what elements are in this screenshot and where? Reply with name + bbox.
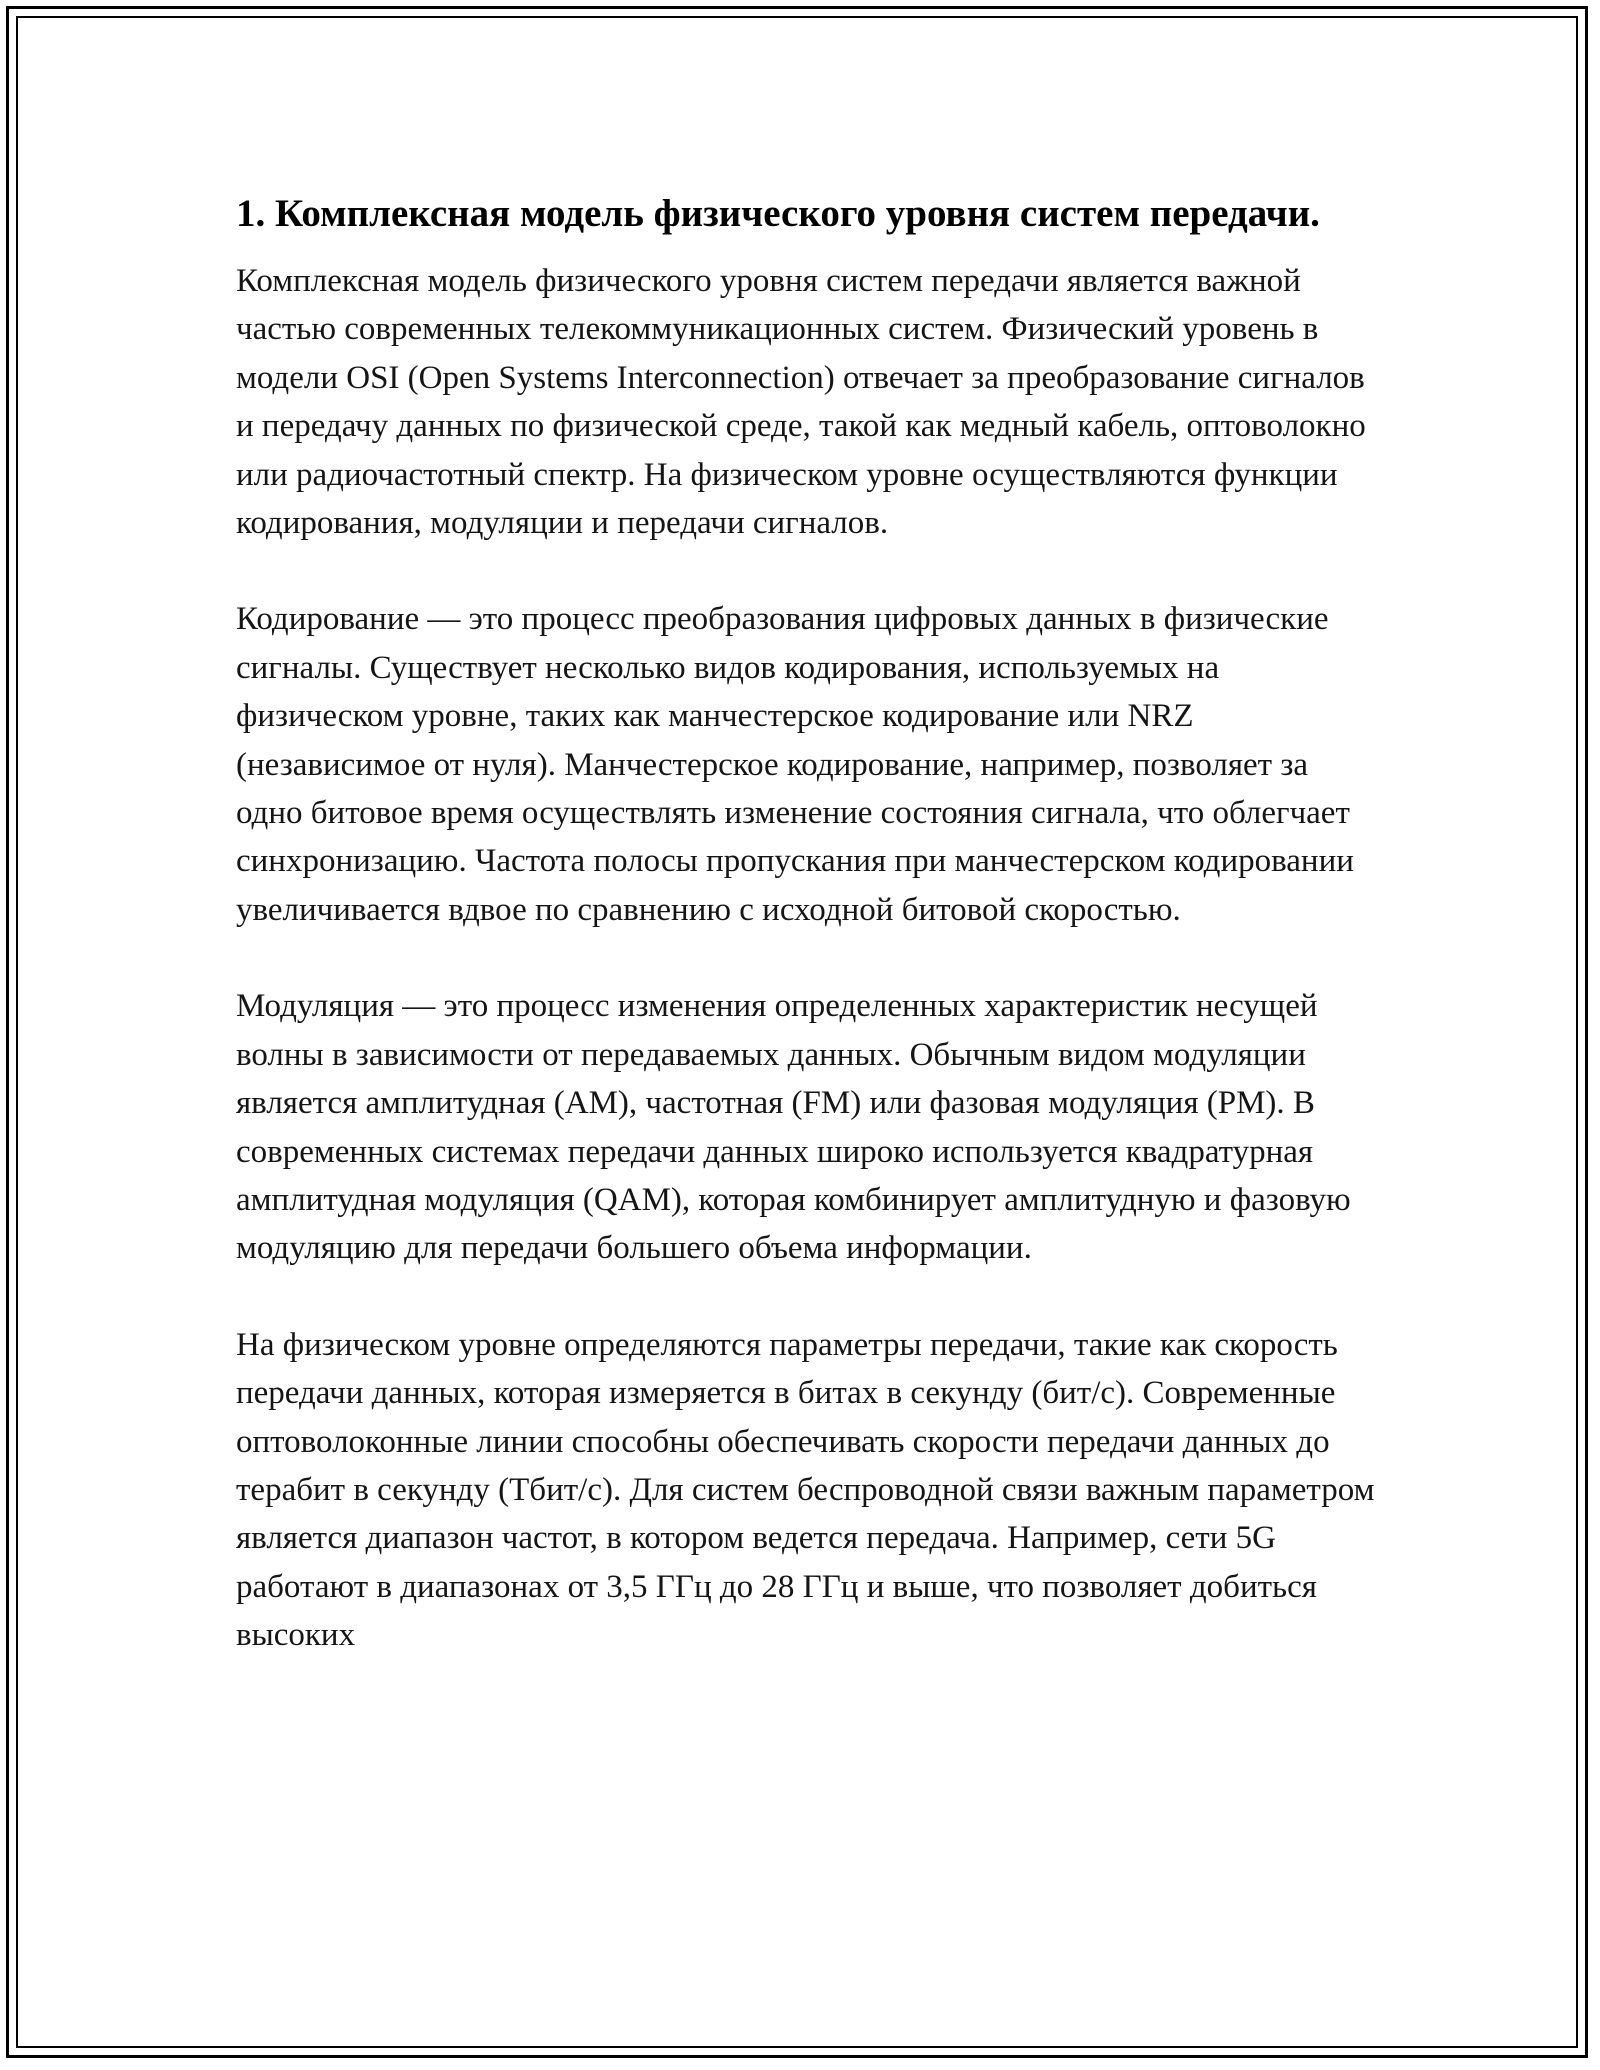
paragraph-intro: Комплексная модель физического уровня систем передачи является важной частью современных телекоммуникационных систем. Физический уровень в модели OSI (Open Systems Interconnection) отвечает за преобразование сигналов и передачу данных по физической среде, такой как медный кабель, оптоволокно или радиочастотный спектр. На физическом уровне осуществляются функции кодирования, модуляции и передачи сигналов. <box>236 263 1366 542</box>
paragraph-coding: Кодирование — это процесс преобразования цифровых данных в физические сигналы. Существует несколько видов кодирования, используемых на физическом уровне, таких как манчестерское кодирование или NRZ (независимое от нуля). Манчестерское кодирование, например, позволяет за одно битовое время осуществлять изменение состояния сигнала, что облегчает синхронизацию. Частота полосы пропускания при манчестерском кодировании увеличивается вдвое по сравнению с исходной битовой скоростью. <box>236 601 1354 928</box>
paragraph-modulation: Модуляция — это процесс изменения определенных характеристик несущей волны в зависимости от передаваемых данных. Обычным видом модуляции является амплитудная (AM), частотная (FM) или фазовая модуляция (PM). В современных системах передачи данных широко используется квадратурная амплитудная модуляция (QAM), которая комбинирует амплитудную и фазовую модуляцию для передачи большего объема информации. <box>236 988 1351 1267</box>
section-title: 1. Комплексная модель физического уровня систем передачи. <box>236 192 1320 235</box>
document-body <box>236 185 1376 1708</box>
paragraph-transmission-parameters: На физическом уровне определяются параметры передачи, такие как скорость передачи данных, которая измеряется в битах в секунду (бит/с). Современные оптоволоконные линии способны обеспечивать скорости передачи данных до терабит в секунду (Тбит/с). Для систем беспроводной связи важным параметром является диапазон частот, в котором ведется передача. Например, сети 5G работают в диапазонах от 3,5 ГГц до 28 ГГц и выше, что позволяет добиться высоких <box>236 1326 1375 1654</box>
